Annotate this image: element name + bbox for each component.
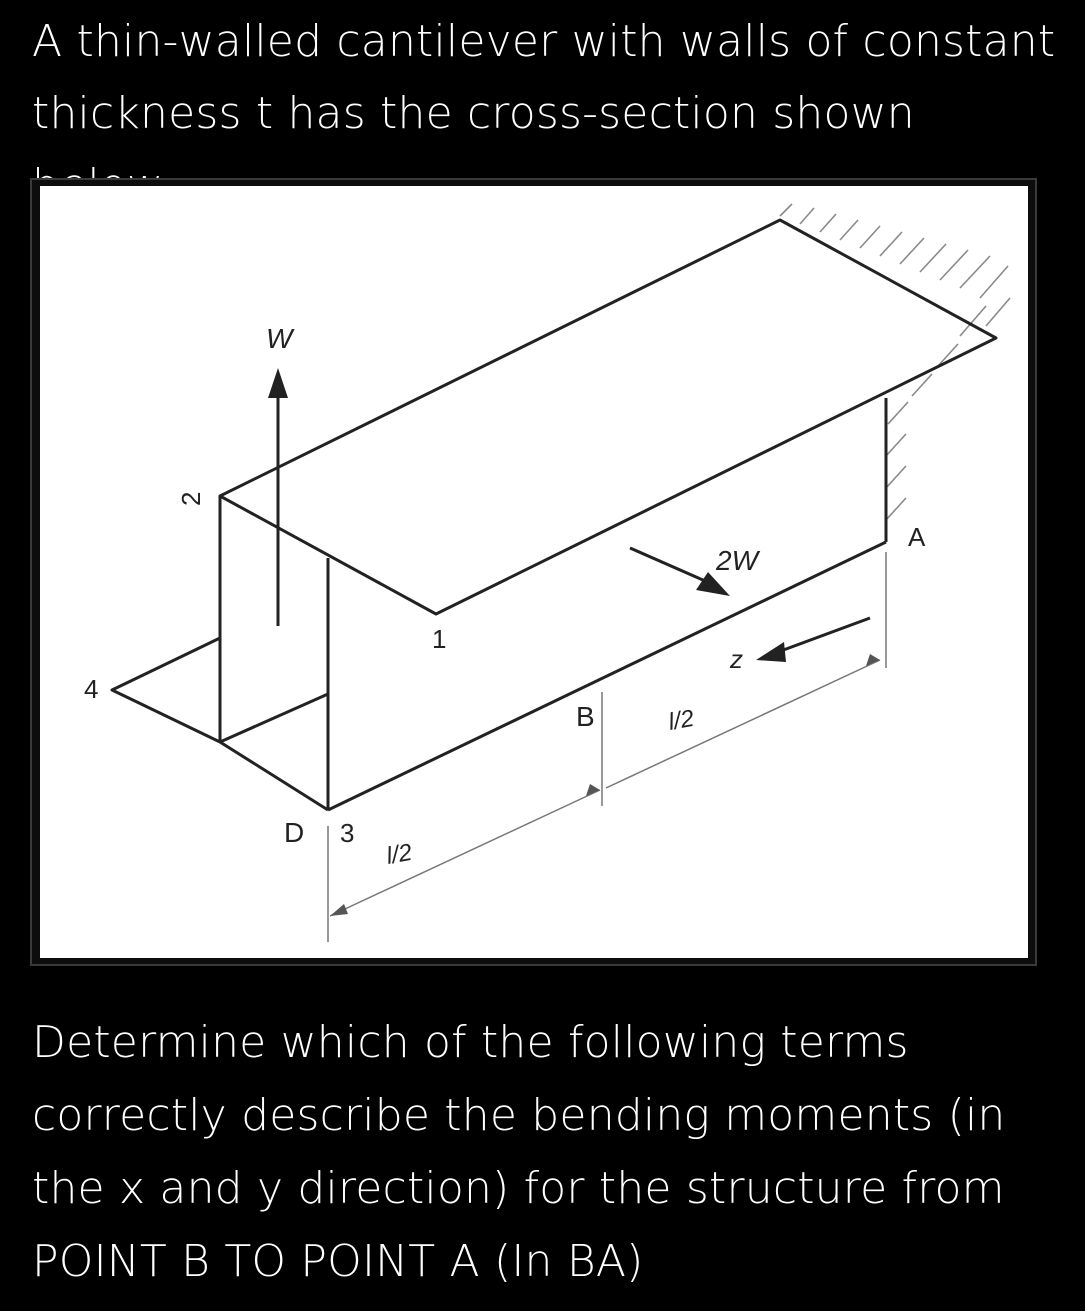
cantilever-diagram: [40, 186, 1028, 958]
label-point-1: 1: [432, 624, 447, 654]
label-point-b: B: [576, 701, 595, 732]
bottom-front-edge: [328, 542, 886, 810]
label-dim-half-far: l/2: [666, 704, 697, 736]
label-point-3: 3: [340, 818, 355, 848]
bottom-inner-edge: [220, 694, 328, 742]
dimension-lines: [328, 552, 886, 942]
load-2w-arrow: [630, 548, 730, 596]
label-z: z: [730, 644, 743, 674]
dim-arrow-3: [866, 654, 880, 666]
label-2w: 2W: [716, 545, 758, 576]
label-dim-half-near: l/2: [384, 838, 415, 870]
label-point-a: A: [908, 522, 926, 552]
label-point-4: 4: [84, 674, 99, 704]
intro-text: A thin-walled cantilever with walls of constant thickness t has the cross-section shown: [32, 16, 1056, 139]
label-point-2: 2: [176, 491, 206, 506]
question-text: Determine which of the following terms correctly describe the bending moments (in the x and y direction) for the structure from POINT B TO POINT A (In BA): [32, 1017, 1006, 1287]
figure-frame: [30, 178, 1037, 966]
label-w: W: [266, 323, 293, 354]
load-w-arrow: [268, 368, 288, 626]
top-flange: [220, 220, 996, 614]
z-axis-arrow: [756, 618, 870, 662]
wall-hatching: [780, 204, 1010, 520]
structure-outline: [112, 220, 996, 810]
dim-arrow-2: [586, 784, 600, 796]
label-point-d: D: [284, 817, 305, 848]
dim-arrow-1: [330, 904, 348, 916]
cantilever-svg: [40, 186, 1028, 958]
